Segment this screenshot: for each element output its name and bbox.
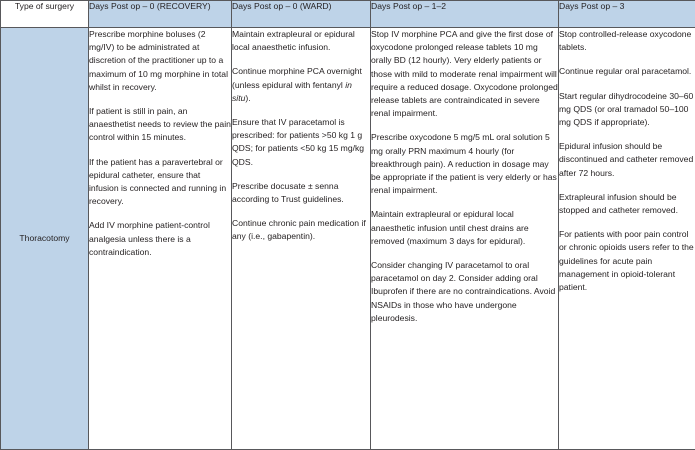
ward-paragraph-part-b: ). — [245, 92, 251, 103]
cell-day1-2 — [371, 28, 559, 450]
cell-day3 — [559, 28, 695, 450]
column-header-day0-ward: Days Post op – 0 (WARD) — [232, 1, 371, 28]
ward-paragraph: Ensure that IV paracetamol is prescribed: for patients >50 kg 1 g QDS; for patients <50 kg 15 mg/kg QDS. — [232, 117, 365, 167]
ward-paragraph: Continue chronic pain medication if any (i.e., gabapentin). — [232, 218, 366, 242]
day1-2-paragraph: Maintain extrapleural or epidural local anaesthetic infusion until chest drains are removed (maximum 3 days for epidural). — [371, 209, 529, 246]
ward-paragraph-part-a: Continue morphine PCA overnight (unless epidural with fentanyl — [232, 66, 362, 90]
column-header-day3: Days Post op – 3 — [559, 1, 695, 28]
table-header-row — [1, 1, 695, 28]
day3-paragraph: Stop controlled-release oxycodone tablets. — [559, 29, 692, 53]
cell-day0-recovery — [89, 28, 232, 450]
cell-day0-ward — [232, 28, 371, 450]
ward-italic-term: in situ — [232, 79, 352, 103]
recovery-paragraph-list — [89, 28, 231, 259]
day1-2-paragraph: Prescribe oxycodone 5 mg/5 mL oral solution 5 mg orally PRN maximum 4 hourly (for breakthrough pain). A reduction in dosage may be appropriate if the patient is very elderly or has renal impairment. — [371, 132, 557, 196]
day3-paragraph: For patients with poor pain control or chronic opioids users refer to the guidelines for acute pain management in opioid-tolerant patient. — [559, 229, 694, 293]
column-header-type-of-surgery: Type of surgery — [1, 1, 89, 28]
ward-paragraph-italicized — [232, 65, 370, 105]
cell-surgery-type — [1, 28, 89, 450]
recovery-paragraph: Add IV morphine patient-control analgesia unless there is a contraindication. — [89, 220, 210, 257]
day1-2-paragraph: Consider changing IV paracetamol to oral paracetamol on day 2. Consider adding oral Ibuprofen if there are no contraindications. Avoid NSAIDs in those who have undergone pleurodesis. — [371, 260, 556, 323]
day1-2-paragraph-list — [371, 28, 558, 325]
ward-paragraph: Prescribe docusate ± senna according to Trust guidelines. — [232, 180, 344, 205]
day3-paragraph: Extrapleural infusion should be stopped and catheter removed. — [559, 191, 678, 216]
table-body — [1, 28, 695, 450]
recovery-paragraph: If the patient has a paravertebral or epidural catheter, ensure that infusion is connected and running in recovery. — [89, 156, 227, 207]
day3-paragraph: Continue regular oral paracetamol. — [559, 66, 692, 77]
surgery-type-label: Thoracotomy — [19, 233, 70, 243]
table-row — [1, 28, 695, 450]
day3-paragraph-list — [559, 28, 695, 294]
recovery-paragraph: Prescribe morphine boluses (2 mg/IV) to be administrated at discretion of the practitioner up to a maximum of 10 mg morphine in total whilst in recovery. — [89, 29, 228, 92]
ward-paragraph: Maintain extrapleural or epidural local anaesthetic infusion. — [232, 29, 355, 53]
day1-2-paragraph: Stop IV morphine PCA and give the first dose of oxycodone prolonged release tablets 10 mg orally BD (12 hourly). Very elderly patients or those with mild to moderate renal impairment will require a reduced dosage. Oxycodone prolonged release tablets are contraindicated in severe renal impairment. — [371, 29, 558, 119]
column-header-day0-recovery: Days Post op – 0 (RECOVERY) — [89, 1, 232, 28]
ward-paragraph-list — [232, 28, 370, 244]
recovery-paragraph: If patient is still in pain, an anaesthetist needs to review the pain control within 15 minutes. — [89, 106, 231, 143]
day3-paragraph: Epidural infusion should be discontinued and catheter removed after 72 hours. — [559, 141, 694, 178]
column-header-day1-2: Days Post op – 1–2 — [371, 1, 559, 28]
day3-paragraph: Start regular dihydrocodeine 30–60 mg QDS (or oral tramadol 50–100 mg QDS if appropriate). — [559, 90, 694, 128]
table-header — [1, 1, 695, 28]
